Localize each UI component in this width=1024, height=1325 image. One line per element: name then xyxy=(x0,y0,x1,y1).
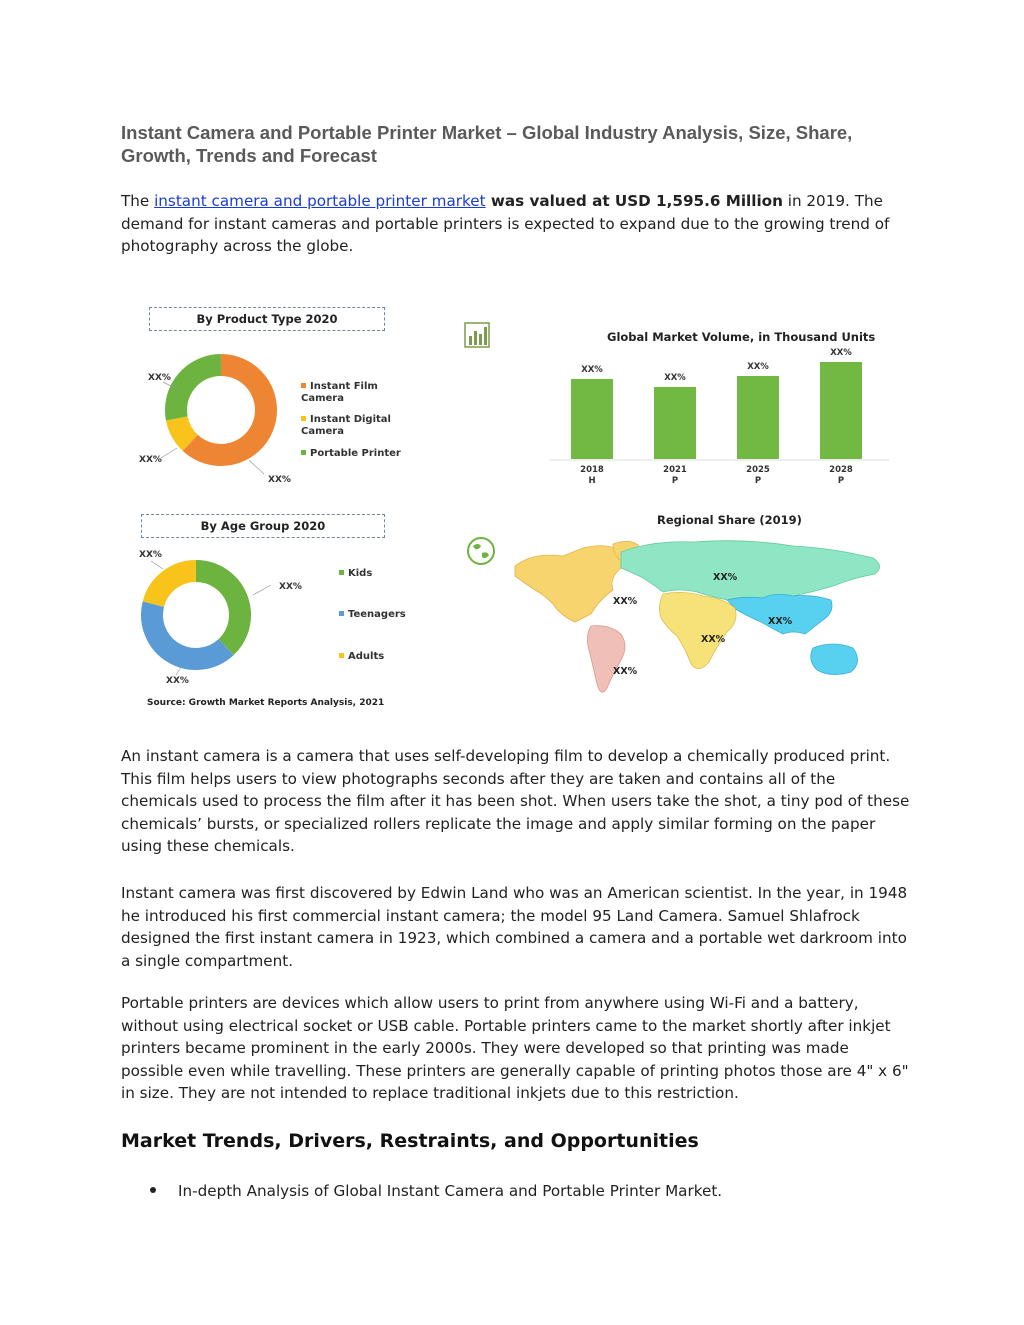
product-type-label: By Product Type 2020 xyxy=(149,307,385,331)
donut-slice-teenagers xyxy=(152,604,226,659)
bar-2021 xyxy=(654,387,696,459)
intro-paragraph xyxy=(121,190,911,258)
map-region-middle-east-africa xyxy=(659,592,736,668)
legend-item-instant-digital-camera xyxy=(301,414,421,438)
legend-swatch xyxy=(339,611,344,616)
leader-line xyxy=(151,561,163,569)
bar-2028 xyxy=(820,362,862,459)
map-title: Regional Share (2019) xyxy=(657,513,802,527)
donut-slice-portable-printer xyxy=(176,365,221,418)
legend-swatch xyxy=(339,570,344,575)
bar-value-label: XX% xyxy=(581,365,603,375)
donut-slice-adults xyxy=(153,571,196,604)
bar-category-label: 2025 xyxy=(746,465,770,475)
section-heading: Market Trends, Drivers, Restraints, and Opportunities xyxy=(121,1130,699,1152)
leader-line xyxy=(253,585,271,595)
donut-value-label: XX% xyxy=(268,475,291,485)
legend-swatch xyxy=(301,383,306,388)
bullet-text: In-depth Analysis of Global Instant Camera and Portable Printer Market. xyxy=(178,1182,723,1200)
legend-item-portable-printer xyxy=(301,448,421,460)
legend-label: Instant Digital Camera xyxy=(301,414,391,437)
document-title: Instant Camera and Portable Printer Market – Global Industry Analysis, Size, Share, Growth, Trends and Forecast xyxy=(121,122,853,166)
bar-category-label: P xyxy=(671,476,679,486)
legend-label: Instant Film Camera xyxy=(301,381,378,404)
leader-line xyxy=(161,448,177,458)
donut-value-label: XX% xyxy=(166,676,189,686)
donut-value-label: XX% xyxy=(148,373,171,383)
market-link[interactable]: instant camera and portable printer market xyxy=(154,192,486,210)
bar-value-label: XX% xyxy=(664,373,686,383)
legend-item-teenagers xyxy=(339,609,459,621)
donut-slice-instant-digital-camera xyxy=(177,418,190,442)
infographic xyxy=(121,290,911,720)
bar-2025 xyxy=(737,376,779,459)
legend-label: Adults xyxy=(348,651,385,662)
bar-category-label: P xyxy=(754,476,762,486)
donut-value-label: XX% xyxy=(139,550,162,560)
bar-value-label: XX% xyxy=(830,348,852,358)
map-label-europe: XX% xyxy=(713,572,738,583)
legend-item-instant-film-camera xyxy=(301,381,421,405)
bullet-item xyxy=(150,1182,722,1200)
legend-label: Teenagers xyxy=(348,609,406,620)
map-label-middle-east-africa: XX% xyxy=(701,634,726,645)
bar-category-label: H xyxy=(588,476,596,486)
paragraph-2: Instant camera was first discovered by Edwin Land who was an American scientist. In the year, in 1948 he introduced his first commercial instant camera; the model 95 Land Camera. Samuel Shlafrock designed the first instant camera in 1923, which combined a camera and a portable wet darkroom into a single compartment. xyxy=(121,884,908,970)
leader-line xyxy=(176,667,181,675)
map-label-latin-america: XX% xyxy=(613,666,638,677)
source-note: Source: Growth Market Reports Analysis, 2021 xyxy=(147,698,385,708)
bar-category-label: P xyxy=(837,476,845,486)
bar-2018 xyxy=(571,379,613,459)
bar-chart-title: Global Market Volume, in Thousand Units xyxy=(607,330,876,344)
map-region-south-america xyxy=(587,626,625,693)
legend-item-adults xyxy=(339,651,459,663)
map-region-north-america xyxy=(515,546,623,622)
donut-value-label: XX% xyxy=(139,455,162,465)
legend-swatch xyxy=(301,450,306,455)
bar-category-label: 2021 xyxy=(663,465,687,475)
legend-item-kids xyxy=(339,568,459,580)
map-label-asia-pacific: XX% xyxy=(768,616,793,627)
paragraph-1: An instant camera is a camera that uses self-developing film to develop a chemically produced print. This film helps users to view photographs seconds after they are taken and contains all of the chemicals used to process the film after it has been shot. When users take the shot, a tiny pod of these chemicals’ bursts, or specialized rollers replicate the image and apply similar forming on the paper using these chemicals. xyxy=(121,747,910,856)
bullet-dot xyxy=(150,1187,156,1193)
legend-label: Kids xyxy=(348,568,373,579)
globe-icon xyxy=(466,536,496,566)
legend-swatch xyxy=(339,653,344,658)
map-region-europe-asia xyxy=(621,541,880,600)
map-region-asia-pacific xyxy=(727,594,832,634)
legend-swatch xyxy=(301,416,306,421)
intro-prefix: The xyxy=(121,192,155,210)
donut-value-label: XX% xyxy=(279,582,302,592)
bar-chart-icon xyxy=(464,322,490,348)
legend-label: Portable Printer xyxy=(310,448,401,459)
intro-bold: was valued at USD 1,595.6 Million xyxy=(485,192,783,210)
regional-share-map xyxy=(513,538,893,703)
intro-suffix: in 2019. The demand for instant cameras and portable printers is expected to expand due to the growing trend of photography across the globe. xyxy=(121,192,890,256)
bar-category-label: 2018 xyxy=(580,465,604,475)
age-group-label: By Age Group 2020 xyxy=(141,514,385,538)
donut-slice-kids xyxy=(196,571,240,647)
bar-category-label: 2028 xyxy=(829,465,853,475)
map-region-australia xyxy=(811,644,858,675)
paragraph-3: Portable printers are devices which allow users to print from anywhere using Wi-Fi and a battery, without using electrical socket or USB cable. Portable printers came to the market shortly after inkjet printers became prominent in the early 2000s. They were developed so that printing was made possible even while travelling. These printers are generally capable of printing photos those are 4" x 6" in size. They are not intended to replace traditional inkjets due to this restriction. xyxy=(121,994,909,1103)
leader-line xyxy=(249,460,264,474)
market-volume-bar-chart xyxy=(549,345,889,495)
bar-value-label: XX% xyxy=(747,362,769,372)
map-label-north-america: XX% xyxy=(613,596,638,607)
